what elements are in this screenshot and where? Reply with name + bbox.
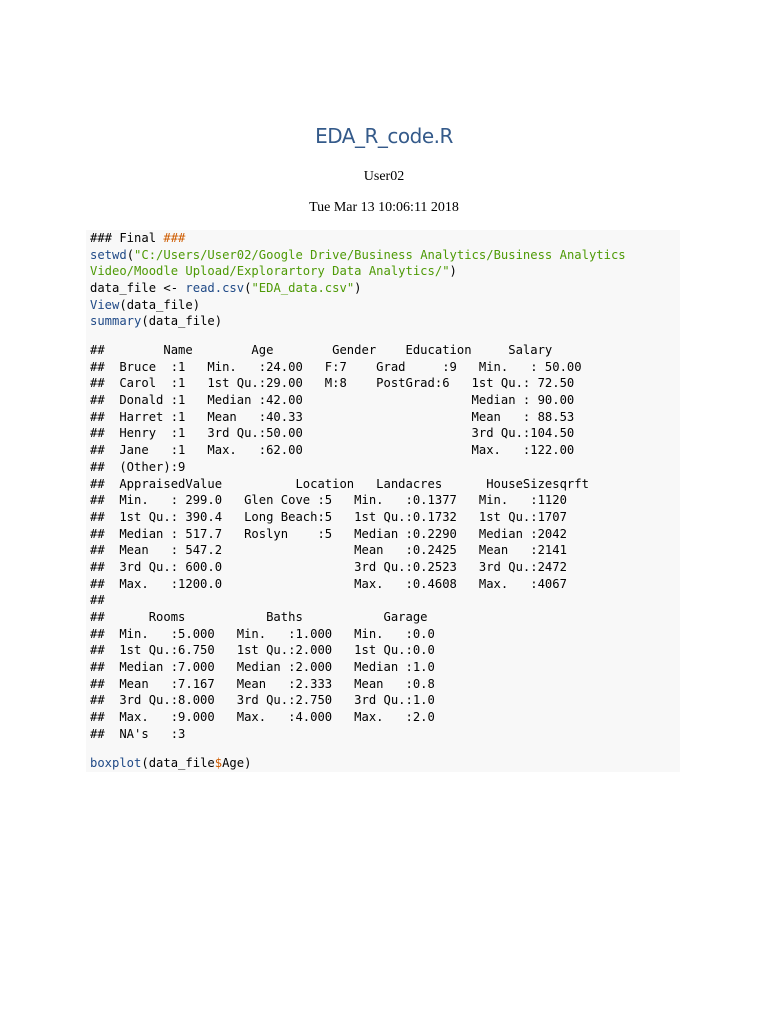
comment-hashes: ### bbox=[163, 231, 186, 245]
summary-output bbox=[90, 342, 589, 743]
output-line: ## Bruce :1 Min. :24.00 F:7 Grad :9 Min. : 50.00 bbox=[90, 359, 582, 374]
code-line-boxplot bbox=[90, 755, 251, 772]
document-date: Tue Mar 13 10:06:11 2018 bbox=[309, 200, 459, 215]
read-close-paren: ) bbox=[354, 281, 362, 296]
output-line: ## Harret :1 Mean :40.33 Mean : 88.53 bbox=[90, 409, 575, 424]
output-line: ## bbox=[90, 593, 105, 608]
dollar-operator: $ bbox=[214, 756, 223, 770]
output-line: ## Max. :9.000 Max. :4.000 Max. :2.0 bbox=[90, 710, 435, 725]
source-code bbox=[90, 230, 626, 330]
output-line: ## Mean :7.167 Mean :2.333 Mean :0.8 bbox=[90, 676, 435, 691]
boxplot-arg-column: Age) bbox=[222, 756, 252, 770]
output-line: ## 3rd Qu.: 600.0 3rd Qu.:0.2523 3rd Qu.:2472 bbox=[90, 559, 567, 574]
view-args: (data_file) bbox=[119, 297, 201, 312]
output-line: ## Rooms Baths Garage bbox=[90, 610, 428, 624]
output-line: ## Mean : 547.2 Mean :0.2425 Mean :2141 bbox=[90, 543, 567, 558]
output-line: ## Carol :1 1st Qu.:29.00 M:8 PostGrad:6 1st Qu.: 72.50 bbox=[90, 376, 575, 391]
document-title: EDA_R_code.R bbox=[315, 124, 453, 148]
document-author: User02 bbox=[363, 169, 405, 184]
code-line-comment bbox=[90, 230, 626, 247]
read-csv-function: read.csv bbox=[185, 281, 245, 296]
output-line: ## AppraisedValue Location Landacres HouseSizesqrft bbox=[90, 476, 589, 491]
output-line: ## Donald :1 Median :42.00 Median : 90.00 bbox=[90, 393, 575, 408]
boxplot-function: boxplot bbox=[90, 756, 142, 770]
output-line: ## Max. :1200.0 Max. :0.4608 Max. :4067 bbox=[90, 576, 567, 591]
read-assignment: data_file <- bbox=[90, 281, 186, 296]
code-block bbox=[86, 230, 680, 772]
view-function: View bbox=[90, 297, 120, 312]
output-line: ## 1st Qu.: 390.4 Long Beach:5 1st Qu.:0.1732 1st Qu.:1707 bbox=[90, 509, 567, 524]
code-line-setwd bbox=[90, 247, 626, 264]
output-line: ## Jane :1 Max. :62.00 Max. :122.00 bbox=[90, 443, 575, 458]
output-line: ## 3rd Qu.:8.000 3rd Qu.:2.750 3rd Qu.:1.0 bbox=[90, 693, 435, 708]
setwd-function: setwd bbox=[90, 247, 127, 262]
code-line-summary bbox=[90, 313, 626, 330]
read-csv-filename: "EDA_data.csv" bbox=[251, 281, 355, 296]
boxplot-code bbox=[90, 755, 251, 772]
read-open-paren: ( bbox=[244, 281, 252, 296]
output-line: ## Median : 517.7 Roslyn :5 Median :0.2290 Median :2042 bbox=[90, 526, 567, 541]
output-line: ## 1st Qu.:6.750 1st Qu.:2.000 1st Qu.:0.0 bbox=[90, 643, 435, 658]
code-line-setwd-continued bbox=[90, 263, 626, 280]
code-line-view bbox=[90, 297, 626, 314]
setwd-open-paren: ( bbox=[126, 247, 135, 262]
output-line: ## NA's :3 bbox=[90, 726, 186, 741]
setwd-close-paren: ) bbox=[449, 264, 457, 279]
output-line: ## Min. :5.000 Min. :1.000 Min. :0.0 bbox=[90, 626, 435, 641]
output-line: ## Median :7.000 Median :2.000 Median :1.0 bbox=[90, 660, 435, 675]
output-line: ## Name Age Gender Education Salary bbox=[90, 343, 553, 357]
setwd-path-part1: "C:/Users/User02/Google Drive/Business Analytics/Business Analytics bbox=[134, 247, 626, 262]
summary-function: summary bbox=[90, 314, 142, 329]
output-line: ## (Other):9 bbox=[90, 459, 186, 474]
summary-args: (data_file) bbox=[141, 314, 223, 329]
output-line: ## Min. : 299.0 Glen Cove :5 Min. :0.1377 Min. :1120 bbox=[90, 493, 567, 508]
setwd-path-part2: Video/Moodle Upload/Explorartory Data Analytics/" bbox=[90, 264, 450, 279]
comment-text: ### Final bbox=[90, 231, 164, 245]
output-line: ## Henry :1 3rd Qu.:50.00 3rd Qu.:104.50 bbox=[90, 426, 575, 441]
boxplot-arg-object: (data_file bbox=[141, 756, 215, 770]
code-line-read-csv bbox=[90, 280, 626, 297]
